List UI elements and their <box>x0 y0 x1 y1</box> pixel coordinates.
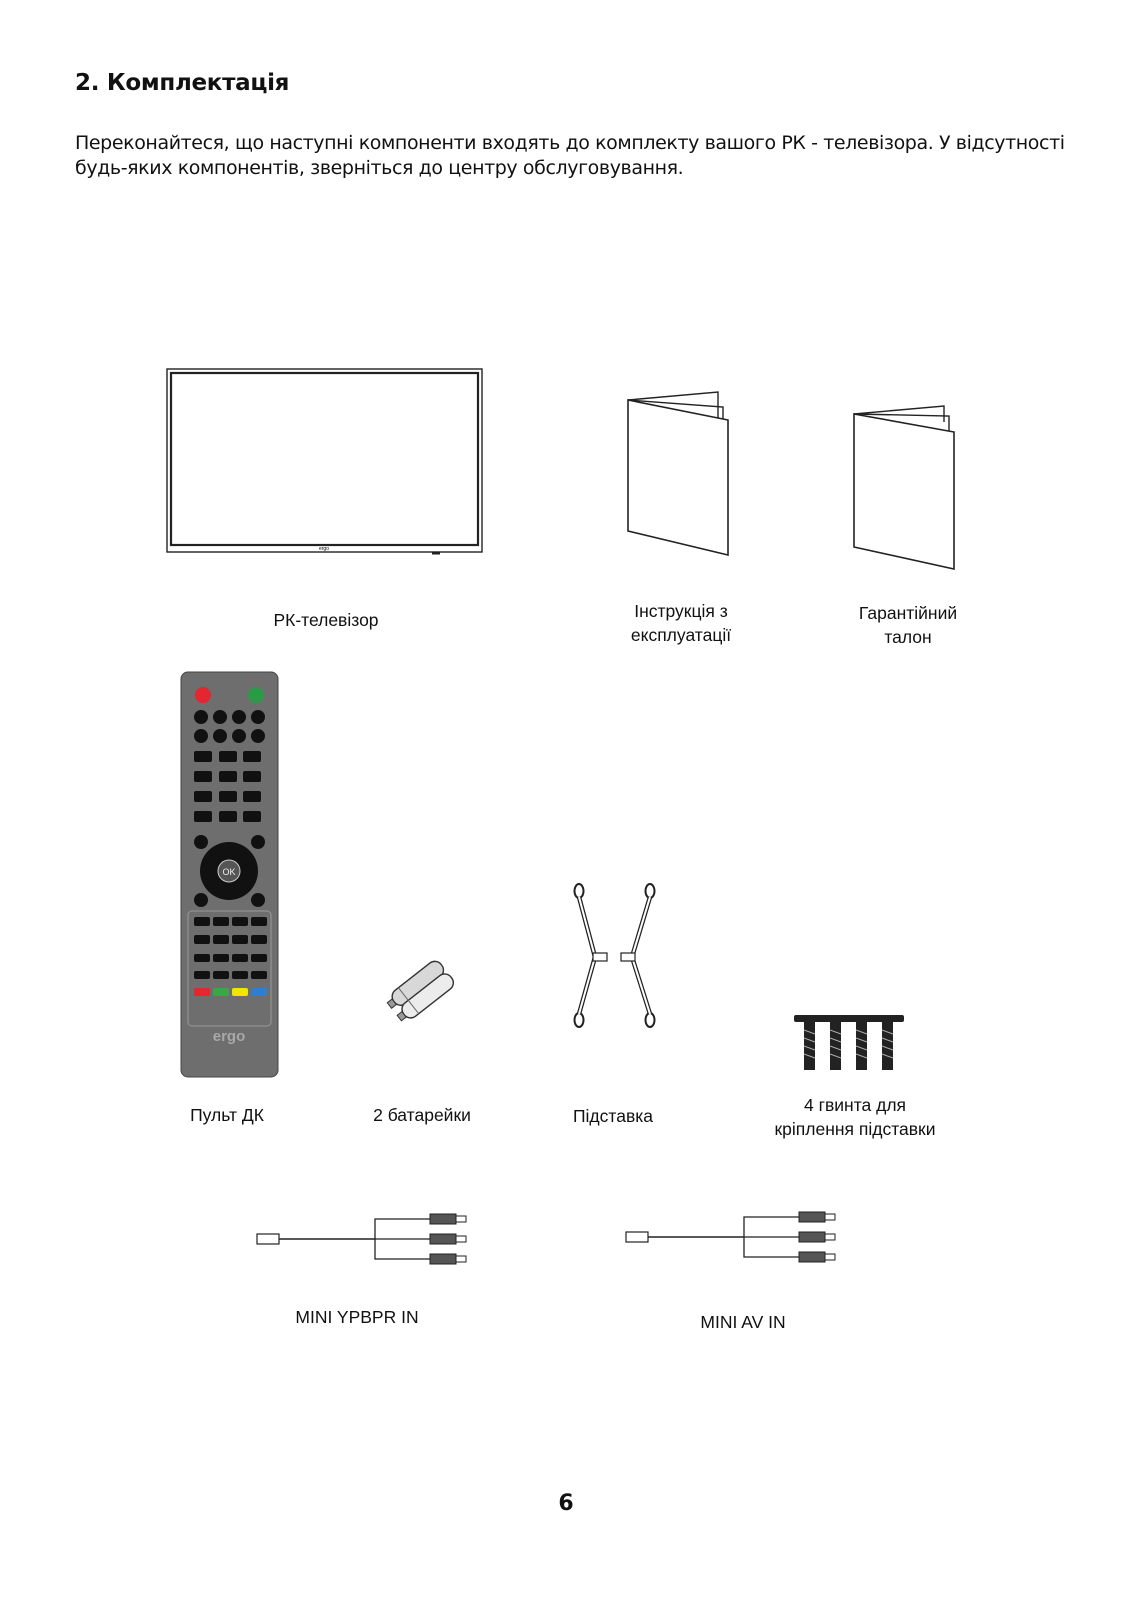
screws-illustration <box>790 1010 920 1075</box>
screws-caption-line1: 4 гвинта для <box>803 1095 907 1115</box>
remote-ok-label: OK <box>222 867 236 877</box>
warranty-booklet-icon <box>846 402 961 577</box>
remote-caption: Пульт ДК <box>190 1105 264 1125</box>
manual-caption-line2: експлуатації <box>630 625 732 645</box>
av-cable-illustration <box>624 1208 839 1268</box>
warranty-caption-line1: Гарантійний <box>858 603 958 623</box>
batteries-illustration <box>384 950 464 1020</box>
ypbpr-cable-illustration <box>255 1210 470 1270</box>
ypbpr-caption: MINI YPBPR IN <box>295 1307 419 1327</box>
tv-illustration <box>166 368 484 558</box>
screws-caption-line2: кріплення підставки <box>774 1119 936 1139</box>
stand-illustration <box>565 880 665 1035</box>
av-caption: MINI AV IN <box>700 1312 786 1332</box>
section-heading: 2. Комплектація <box>75 70 290 96</box>
remote-logo: ergo <box>212 1028 246 1045</box>
warranty-caption-line2: талон <box>884 627 932 647</box>
tv-caption: РК-телевізор <box>273 610 379 630</box>
intro-paragraph: Переконайтеся, що наступні компоненти входять до комплекту вашого РК - телевізора. У відсутності будь-яких компонентів, зверніться до центру обслуговування. <box>75 132 1065 179</box>
page-number: 6 <box>558 1491 574 1516</box>
remote-control-illustration <box>180 671 279 1078</box>
tv-logo: ergo <box>318 546 330 552</box>
manual-caption-line1: Інструкція з <box>634 601 728 621</box>
manual-booklet-icon <box>620 388 735 563</box>
stand-caption: Підставка <box>572 1106 654 1126</box>
batteries-caption: 2 батарейки <box>373 1105 471 1125</box>
